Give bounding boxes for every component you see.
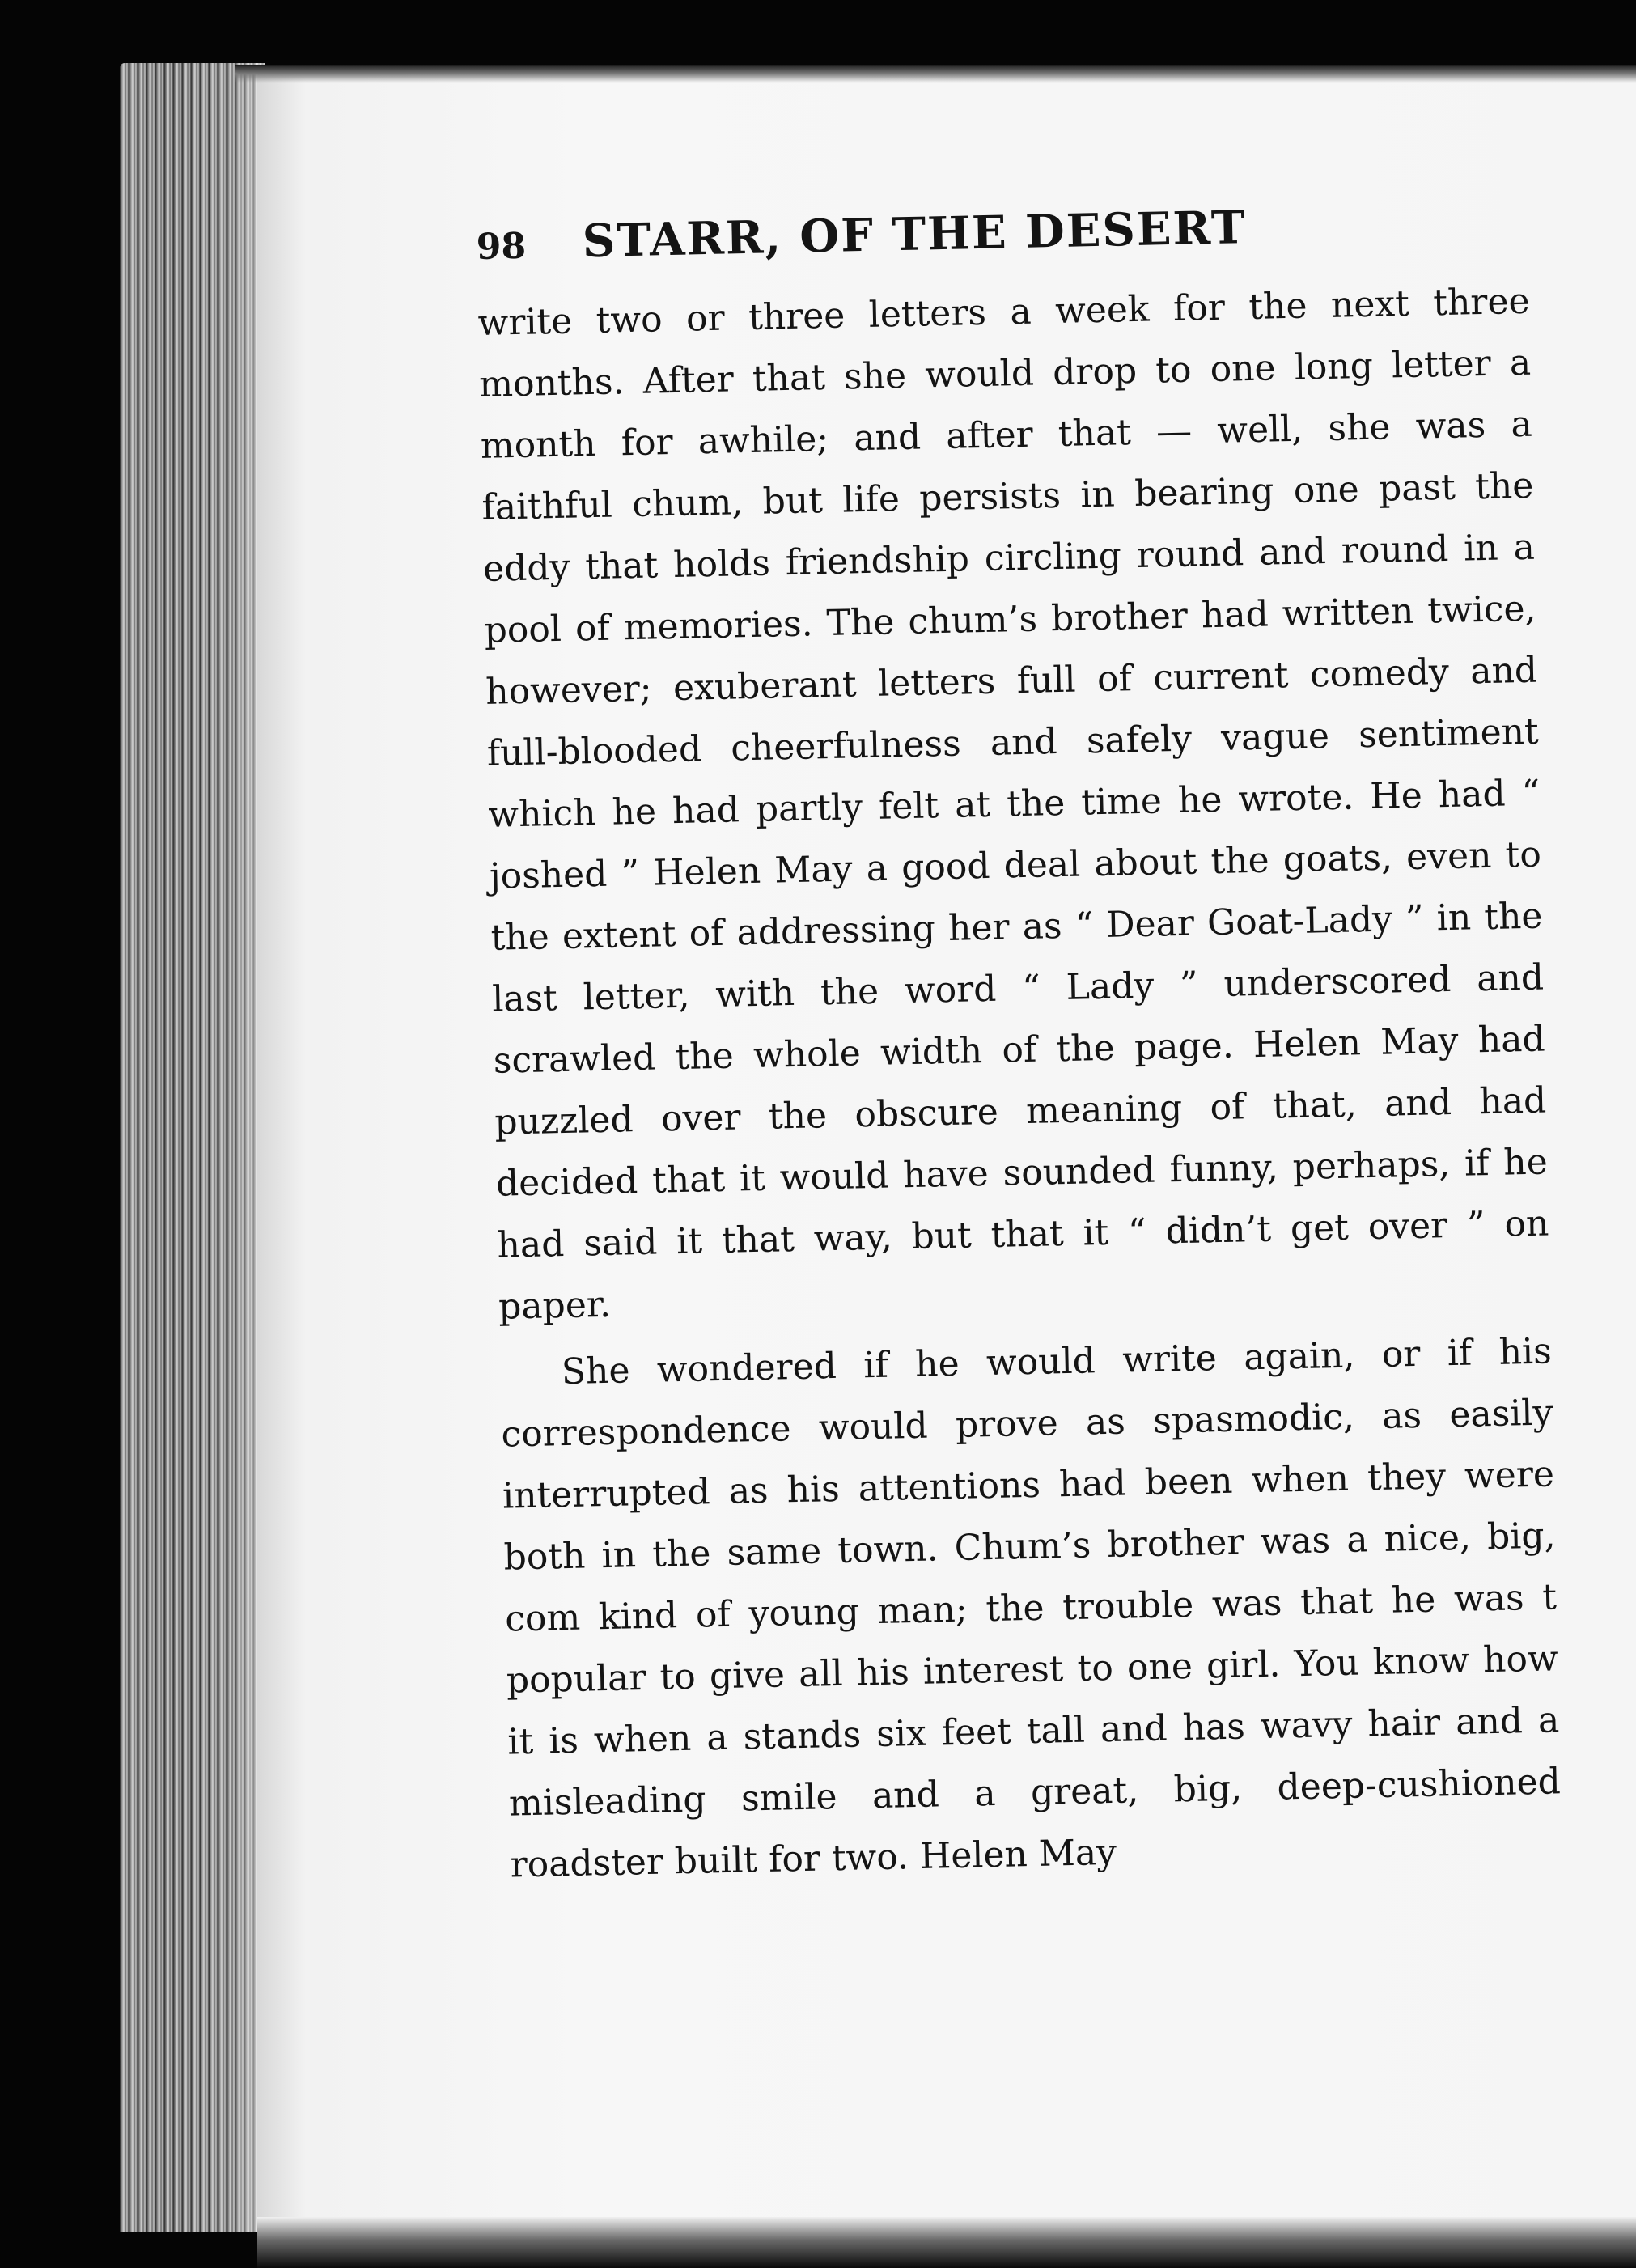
page-edges (120, 63, 265, 2232)
page-number: 98 (476, 225, 527, 268)
page-text (476, 195, 1562, 1897)
paragraph-2: She wondered if he would write again, or if his correspondence would prove as spasmodic, as easily interrupted as his attentions had been when they were both in the same town. Chum’s brother was a nice, big, com kind of young man; the trouble was that he was t popular to give all his interest to one girl. You know how it is when a stands six feet tall and has wavy hair and a misleading smile and a great, big, deep-cushioned roadster built for two. Helen May (500, 1330, 1562, 1886)
page-top-shadow (235, 65, 1636, 83)
page-bottom-shadow (257, 2217, 1636, 2268)
paragraph-1: write two or three letters a week for the next three months. After that she would drop to one long letter a month for awhile; and after that — well, she was a faithful chum, but life persists in bearing one past the eddy that holds friendship circling round and round in a pool of memories. The chum’s brother had written twice, however; exuberant letters full of current comedy and full-blooded cheerfulness and safely vague sentiment which he had partly felt at the time he wrote. He had “ joshed ” Helen May a good deal about the goats, even to the extent of addressing her as “ Dear Goat-Lady ” in the last letter, with the word “ Lady ” underscored and scrawled the whole width of the page. Helen May had puzzled over the obscure meaning of that, and had decided that it would have sounded funny, perhaps, if he had said it that way, but that it “ didn’t get over ” on paper. (477, 280, 1549, 1328)
running-title: STARR, OF THE DESERT (582, 201, 1248, 269)
